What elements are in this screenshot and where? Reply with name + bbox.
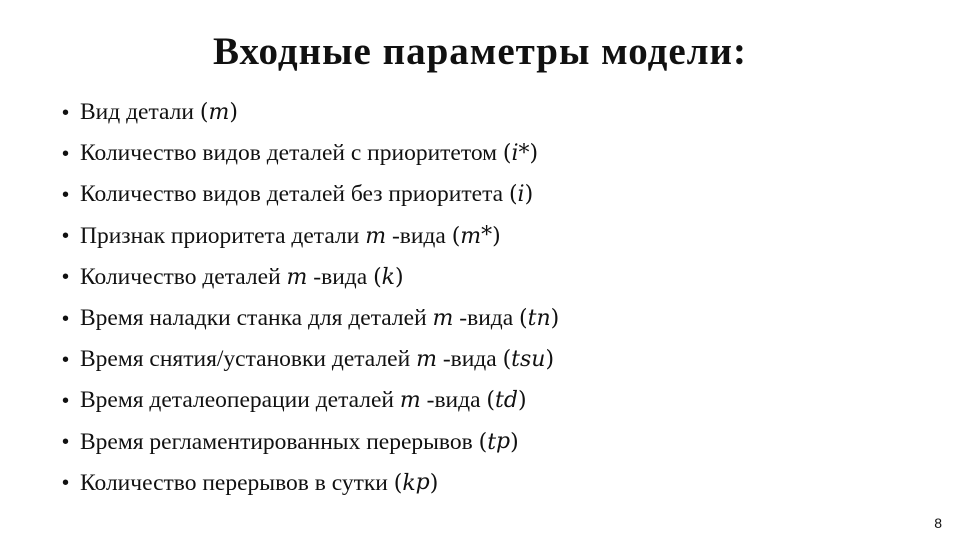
- variable-symbol: m: [460, 223, 482, 249]
- inline-variable: m: [416, 347, 437, 373]
- list-item: [62, 257, 559, 298]
- open-paren: (: [373, 264, 382, 290]
- list-item: • Время наладки станка для деталей m -вида ( t n ): [62, 305, 560, 332]
- inline-variable: m: [432, 306, 454, 332]
- open-paren: (: [393, 470, 403, 496]
- variable-symbol: i: [511, 141, 519, 167]
- close-paren: ): [517, 388, 527, 414]
- item-text: Признак приоритета детали: [80, 222, 366, 249]
- bullet-icon: •: [62, 101, 70, 124]
- list-item: • Время деталеоперации деталей m -вида ( t d ): [62, 387, 527, 414]
- list-item: • Время снятия/установки деталей m -вида ( t su ): [62, 346, 555, 373]
- close-paren: ): [545, 347, 555, 373]
- bullet-icon: •: [62, 225, 70, 248]
- item-text-after: -вида: [307, 263, 374, 290]
- close-paren: ): [529, 141, 539, 167]
- open-paren: (: [451, 223, 461, 249]
- variable-symbol: k: [381, 264, 395, 290]
- bullet-icon: •: [62, 389, 70, 412]
- open-paren: (: [478, 429, 488, 455]
- open-paren: (: [486, 388, 495, 414]
- inline-variable: m: [286, 264, 308, 290]
- bullet-icon: •: [62, 266, 70, 289]
- close-paren: ): [492, 223, 501, 249]
- bullet-icon: •: [62, 348, 70, 371]
- item-text: Время снятия/установки деталей: [80, 346, 417, 373]
- item-text: Время регламентированных перерывов: [80, 428, 479, 455]
- bullet-icon: •: [62, 431, 70, 454]
- open-paren: (: [502, 141, 512, 167]
- close-paren: ): [550, 306, 560, 332]
- list-item: • Количество перерывов в сутки ( k p ): [62, 469, 439, 496]
- item-text-after: -вида: [453, 305, 520, 332]
- variable-symbol: k: [402, 470, 416, 496]
- list-item: [62, 174, 559, 215]
- variable-symbol: t: [511, 347, 521, 373]
- item-text: Вид детали: [80, 99, 200, 126]
- item-text: Время наладки станка для деталей: [80, 305, 433, 332]
- parameter-list: [62, 92, 559, 504]
- bullet-icon: •: [62, 142, 70, 165]
- item-text: Время деталеоперации деталей: [80, 387, 400, 414]
- close-paren: ): [395, 264, 404, 290]
- item-text-after: -вида: [436, 346, 503, 373]
- close-paren: ): [524, 182, 534, 208]
- open-paren: (: [519, 306, 528, 332]
- variable-symbol: m: [208, 100, 230, 126]
- item-text-after: -вида: [386, 222, 452, 249]
- open-paren: (: [508, 182, 518, 208]
- variable-symbol: t: [487, 429, 497, 455]
- open-paren: (: [502, 347, 512, 373]
- open-paren: (: [199, 100, 209, 126]
- list-item: • Признак приоритета детали m -вида ( m * ): [62, 222, 501, 249]
- bullet-icon: •: [62, 183, 70, 206]
- variable-symbol: t: [527, 306, 537, 332]
- inline-variable: m: [365, 223, 387, 249]
- variable-symbol: t: [495, 388, 504, 414]
- item-text: Количество деталей: [80, 263, 287, 290]
- inline-variable: m: [399, 388, 421, 414]
- bullet-icon: •: [62, 472, 70, 495]
- item-text-after: -вида: [420, 387, 487, 414]
- close-paren: ): [510, 429, 519, 455]
- variable-symbol: i: [517, 182, 525, 208]
- slide-title: Входные параметры модели:: [213, 30, 747, 73]
- item-text: Количество видов деталей без приоритета: [80, 181, 509, 208]
- list-item: • Количество видов деталей с приоритетом ( i * ): [62, 140, 539, 167]
- close-paren: ): [229, 100, 238, 126]
- item-text: Количество перерывов в сутки: [80, 469, 394, 496]
- list-item: [62, 92, 559, 133]
- list-item: • Время регламентированных перерывов ( t p ): [62, 428, 519, 455]
- page-number: 8: [934, 515, 942, 531]
- close-paren: ): [429, 470, 439, 496]
- bullet-icon: •: [62, 307, 70, 330]
- item-text: Количество видов деталей с приоритетом: [80, 140, 503, 167]
